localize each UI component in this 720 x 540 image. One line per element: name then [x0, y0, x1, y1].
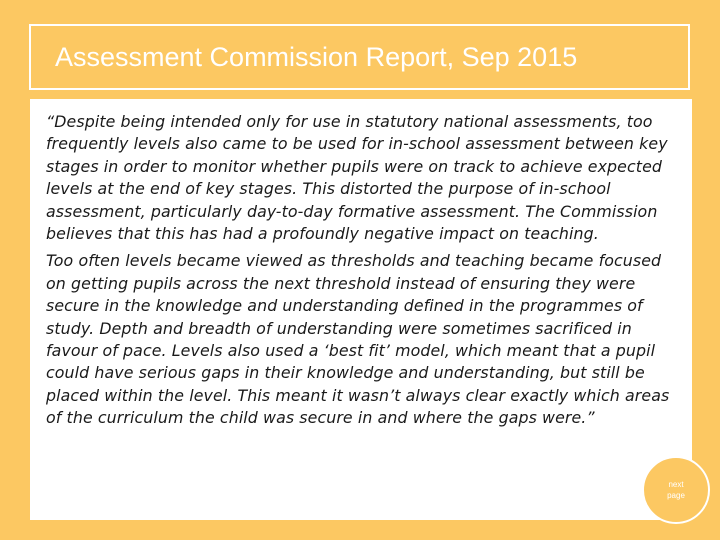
- next-page-label: next page: [667, 480, 685, 500]
- next-page-button[interactable]: [642, 456, 710, 524]
- slide-title: Assessment Commission Report, Sep 2015: [55, 41, 578, 72]
- title-frame: [29, 24, 690, 90]
- quote-panel: [30, 99, 692, 520]
- quote-paragraph-2: Too often levels became viewed as thresholds and teaching became focused on getting pupils across the next threshold instead of ensuring they were secure in the knowledge and understanding defined in the programmes of study. Depth and breadth of understanding were sometimes sacrificed in favour of pace. Levels also used a ‘best fit’ model, which meant that a pupil could have serious gaps in their knowledge and understanding, but still be placed within the level. This meant it wasn’t always clear exactly which areas of the curriculum the child was secure in and where the gaps were.”: [46, 251, 670, 428]
- quote-paragraph-1: “Despite being intended only for use in statutory national assessments, too frequently levels also came to be used for in-school assessment between key stages in order to monitor whether pupils were on track to achieve expected levels at the end of key stages. This distorted the purpose of in-school assessment, particularly day-to-day formative assessment. The Commission believes that this has had a profoundly negative impact on teaching.: [46, 112, 668, 244]
